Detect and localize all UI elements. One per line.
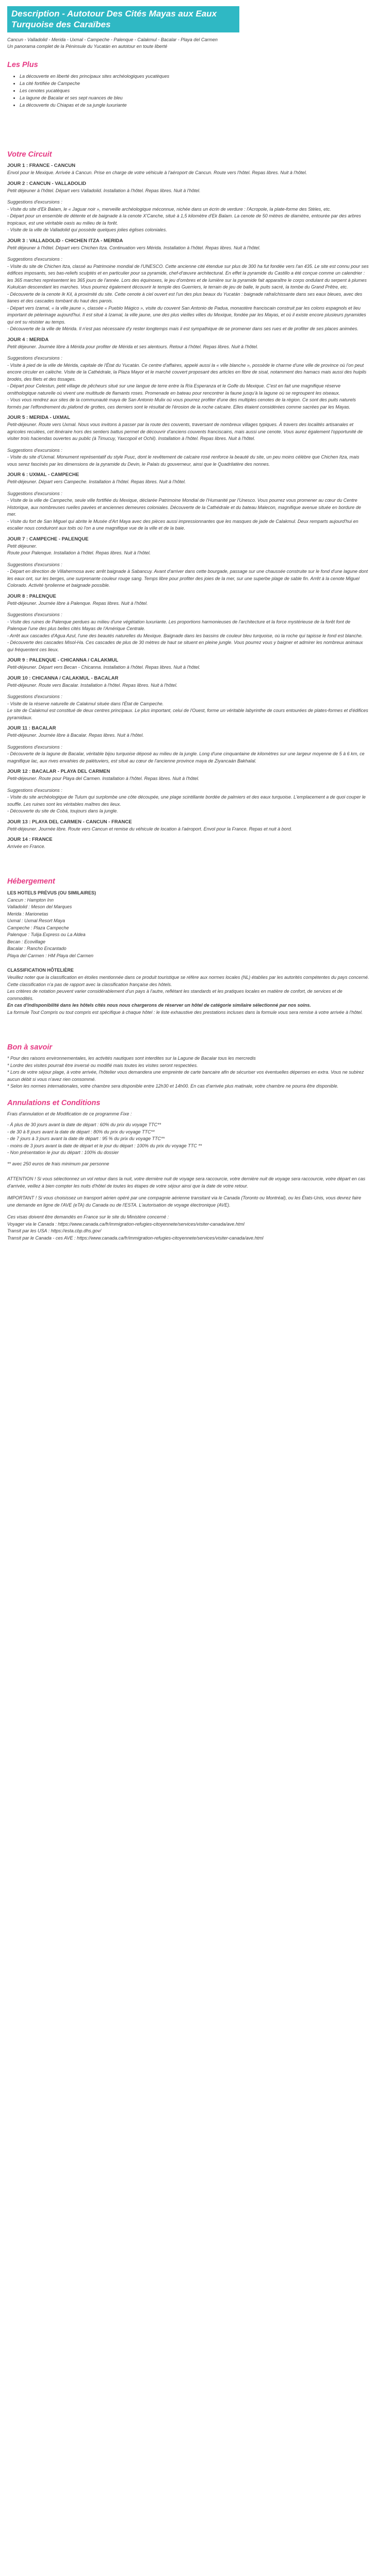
suggestion-item: - Découverte des cascades Misol-Ha. Ces cascades de plus de 30 mètres de haut se situent en pleine jungle. Vous pourrez vous y baigner et admirer les nombreux animaux qui fréquentent ces lieux.: [7, 640, 363, 652]
suggestion-item: - Découverte du site de Cobá, toujours dans la jungle.: [7, 808, 118, 814]
hotel-item: Campeche : Plaza Campeche: [7, 925, 69, 930]
savoir-paragraph: * Selon les normes internationales, votre chambre sera disponible entre 12h30 et 14h00. En cas d'arrivée plus matinale, votre chambre ne pourra être disponible.: [7, 1083, 339, 1089]
visa-link[interactable]: Transit par les USA : https://esta.cbp.dhs.gov/: [7, 1228, 102, 1233]
suggestion-item: - Visite de la ville de Campeche, seule ville fortifiée du Mexique, déclarée Patrimoine Mondial de l'Humanité par l'Unesco. Vous pourrez vous promener au cœur du Centre Historique, aux nombreuses ruelles pavées et anciennes demeures coloniales. Découverte de la Cathédrale et du bateau Malecon, magnifique avenue située en bordure de mer.: [7, 498, 361, 517]
day-text: Petit-déjeuner. Journée libre. Route vers Cancun et remise du véhicule de location à l'aéroport. Envol pour la France. Repas et nuit à bord.: [7, 826, 292, 832]
suggestions-title: Suggestions d'excursions :: [7, 490, 62, 496]
suggestion-item: - Départ vers Izamal, « la ville jaune », classée « Pueblo Mágico », visite du couvent San Antonio de Padua, monastère franciscain construit par les colons espagnols et lieu important de pèlerinage aujourd'hui. Il est situé à Izamal, la ville jaune, une des plus vieilles villes du Mexique, fondée par les Mayas, et où il existe encore plusieurs pyramides qui ont su résister au temps.: [7, 305, 366, 325]
annulation-item: - moins de 3 jours avant la date de départ et le jour du départ : 100% du prix du voyage TTC **: [7, 1143, 202, 1148]
suggestion-item: - Visite de la réserve naturelle de Calakmul située dans l'État de Campeche.: [7, 701, 164, 706]
plus-item: • Les cenotes yucatèques: [20, 87, 369, 94]
important-note: IMPORTANT ! Si vous choisissez un transport aérien opéré par une compagnie aérienne transitant via le Canada (Toronto ou Montréal), ou les États-Unis, vous devrez faire une demande en ligne de l'AVE (eTA) du Canada ou de l'ESTA. L'autorisation de voyage électronique (AVE).: [7, 1195, 362, 1208]
day-text: Petit-déjeuner. Journée libre à Bacalar. Repas libres. Nuit à l'hôtel.: [7, 733, 144, 738]
suggestion-item: - Visite à pied de la ville de Mérida, capitale de l'État du Yucatán. Ce centre d'affaires, appelé aussi la « ville blanche », possède le charme d'une ville de province où l'on peut encore circuler en calèche. Visite de la Cathédrale, la Plaza Mayor et le marché couvert proposant des articles en fibre de sisal, notamment des hamacs mais aussi des huipils brodés, des filets et des tissages.: [7, 362, 367, 382]
visa-link[interactable]: Transit par le Canada - ces AVE : https://www.canada.ca/fr/immigration-refugies-citoyennete/services/visiter-canada/ave.html: [7, 1235, 264, 1241]
day-text: Petit-déjeuner. Départ vers Becan - Chicanna. Installation à l'hôtel. Repas libres. Nuit à l'hôtel.: [7, 665, 201, 670]
suggestions-title: Suggestions d'excursions :: [7, 355, 62, 361]
annulation-list: [7, 1122, 369, 1157]
day-text: Petit déjeuner à l'hôtel. Départ vers Chichen Itza. Continuation vers Mérida. Installation à l'hôtel. Repas libres. Nuit à l'hôtel.: [7, 245, 260, 250]
classification-paragraph: En cas d'indisponibilité dans les hôtels cités nous nous chargerons de réserver un hôtel de catégorie similaire sélectionné par nos soins.: [7, 1003, 311, 1008]
hotel-item: Becan : Ecovillage: [7, 939, 46, 944]
hotel-item: Bacalar : Rancho Encantado: [7, 946, 67, 951]
day-title: JOUR 4 : MERIDA: [7, 336, 49, 343]
day-title: JOUR 6 : UXMAL - CAMPECHE: [7, 472, 79, 478]
day-text: Envol pour le Mexique. Arrivée à Cancun. Prise en charge de votre véhicule à l'aéroport de Cancun. Route vers l'hôtel. Repas libres. Nuit à l'hôtel.: [7, 170, 307, 175]
visa-intro: Ces visas doivent être demandés en France sur le site du Ministère concerné :: [7, 1214, 169, 1219]
day-block: [7, 657, 369, 671]
day-title: JOUR 1 : FRANCE - CANCUN: [7, 163, 75, 168]
plus-item: • La découverte en liberté des principaux sites archéologiques yucatèques: [20, 73, 369, 80]
annulation-item: - Non présentation le jour du départ : 100% du dossier: [7, 1150, 119, 1155]
classification-paragraph: Cette classification n'a pas de rapport avec la classification française des hôtels.: [7, 981, 172, 987]
day-block: [7, 819, 369, 833]
suggestions-title: Suggestions d'excursions :: [7, 694, 62, 699]
section-savoir-title: Bon à savoir: [7, 1043, 53, 1052]
day-text: Petit déjeuner. Route pour Palenque. Installation à l'hôtel. Repas libres. Nuit à l'hôtel.: [7, 543, 151, 555]
suggestion-item: - Découverte de la ville de Mérida. Il n'est pas nécessaire d'y rester longtemps mais il est sympathique de se promener dans ses rues et de profiter de ses places animées.: [7, 326, 359, 331]
savoir-paragraph: * Pour des raisons environnementales, les activités nautiques sont interdites sur la Lagune de Bacalar tous les mercredis: [7, 1056, 256, 1061]
day-text: Petit-déjeuner. Journée libre à Palenque. Repas libres. Nuit à l'hôtel.: [7, 600, 148, 606]
day-title: JOUR 3 : VALLADOLID - CHICHEN ITZA - MERIDA: [7, 238, 123, 244]
visa-link[interactable]: Voyager via le Canada : https://www.canada.ca/fr/immigration-refugies-citoyennete/services/visiter-canada/ave.html: [7, 1221, 245, 1227]
suggestion-item: - Départ pour Celestun, petit village de pêcheurs situé sur une langue de terre entre la Ría Esperanza et le Golfe du Mexique. C'est en fait une magnifique réserve ornithologique naturelle où vivent une multitude de flamants roses. Promenade en bateau pour rencontrer la faune jusqu'à la lagune où se regroupent les oiseaux.: [7, 383, 341, 396]
plus-item: • La lagune de Bacalar et ses sept nuances de bleu: [20, 94, 369, 101]
day-text: Arrivée en France.: [7, 844, 46, 849]
suggestion-item: Le site de Calakmul est constitué de deux centres principaux. Le plus important, celui de l'Ouest, forme un véritable labyrinthe de cours entourées de plates-formes et d'édifices pyramidaux.: [7, 708, 368, 720]
day-block: [7, 180, 369, 234]
classification-paragraph: La formule Tout Compris ou tout compris est spécifique à chaque hôtel : le liste exhaustive des prestations incluses dans la formule vous sera remise à votre arrivée à l'hôtel.: [7, 1009, 363, 1015]
suggestions-title: Suggestions d'excursions :: [7, 447, 62, 453]
page: [0, 0, 377, 1252]
day-block: [7, 238, 369, 333]
route-line: Cancun - Valladolid - Merida - Uxmal - Campeche - Palenque - Calakmul - Bacalar - Playa del Carmen: [7, 37, 218, 42]
day-title: JOUR 13 : PLAYA DEL CARMEN - CANCUN - FRANCE: [7, 819, 132, 825]
day-title: JOUR 12 : BACALAR - PLAYA DEL CARMEN: [7, 769, 110, 774]
subtitle: Un panorama complet de la Péninsule du Yucatán en autotour en toute liberté: [7, 44, 168, 49]
hotel-item: Cancun : Hampton Inn: [7, 897, 54, 903]
plus-item: • La cité fortifiée de Campeche: [20, 80, 369, 87]
suggestion-item: - Visite de la ville de Valladolid qui possède quelques jolies églises coloniales.: [7, 227, 167, 232]
hotel-item: Palenque : Tulija Express ou La Aldea: [7, 932, 86, 937]
hotel-list-title: LES HOTELS PRÉVUS (OU SIMILAIRES): [7, 890, 96, 895]
classification-text: [7, 974, 369, 1016]
day-block: [7, 593, 369, 654]
suggestion-item: - Découverte de la lagune de Bacalar, véritable bijou turquoise déposé au milieu de la jungle. Long d'une cinquantaine de kilomètres sur une largeur moyenne de 5 à 6 km, ce magnifique lac, aux rives envahies de palétuviers, est situé au cœur de l'ancienne province maya de Ziyancaán Bakhalal.: [7, 751, 365, 764]
classification-paragraph: Les critères de notation peuvent varier considérablement d'un pays à l'autre, reflétant les standards et les pratiques locales en matière de confort, de services et de commodités.: [7, 989, 343, 1001]
classification-title: CLASSIFICATION HÔTELIÈRE: [7, 968, 74, 973]
day-block: [7, 768, 369, 815]
section-circuit-title: Votre Circuit: [7, 150, 52, 159]
suggestion-item: - Départ pour un ensemble de détente et de baignade à la cenote X'Canche, situé à 1,5 kilomètre d'Ek Balam. La cenote de 50 mètres de diamètre, entourée par des arbres tropicaux, est une véritable oasis au milieu de la forêt.: [7, 213, 361, 226]
section-hebergement-title: Hébergement: [7, 877, 55, 886]
day-block: [7, 162, 369, 177]
hotel-item: Uxmal : Uxmal Resort Maya: [7, 918, 66, 923]
suggestion-item: - Départ en direction de Villahermosa avec arrêt baignade à Sabancuy. Avant d'arriver dans cette bourgade, passage sur une chaussée construite sur le fond d'une lagune dont les eaux ont, sur les berges, une surprenante couleur rouge sang. Temps libre pour profiter des joies de la mer, sur une superbe plage de sable fin. Arrêt à la cenote Miguel Colorado. Activité tyrolienne et baignade possible.: [7, 569, 368, 588]
hotel-item: Playa del Carmen : HM Playa del Carmen: [7, 953, 94, 958]
suggestion-item: - Visite du site archéologique de Tulum qui surplombe une côte découpée, une plage scintillante bordée de palmiers et des eaux turquoise. L'emplacement a de quoi couper le souffle. Les ruines sont les véritables maîtres des lieux.: [7, 794, 366, 807]
day-text: Petit-déjeuner. Départ vers Campeche. Installation à l'hôtel. Repas libres. Nuit à l'hôtel.: [7, 479, 186, 484]
annulation-intro: Frais d'annulation et de Modification de ce programme Fixe :: [7, 1111, 132, 1116]
annulation-item: - de 7 jours à 3 jours avant la date de départ : 95 % du prix du voyage TTC**: [7, 1136, 165, 1141]
hotel-item: Valladolid : Meson del Marques: [7, 904, 72, 909]
day-title: JOUR 10 : CHICANNA / CALAKMUL - BACALAR: [7, 675, 119, 681]
suggestions-title: Suggestions d'excursions :: [7, 744, 62, 750]
day-title: JOUR 5 : MERIDA - UXMAL: [7, 415, 71, 420]
plus-item: • La découverte du Chiapas et de sa jungle luxuriante: [20, 101, 369, 109]
suggestions-title: Suggestions d'excursions :: [7, 199, 62, 205]
day-text: Petit-déjeuner. Route vers Bacalar. Installation à l'hôtel. Repas libres. Nuit à l'hôtel.: [7, 682, 177, 688]
suggestion-item: - Découverte de la cenote Ik Kil, à proximité du site. Cette cenote à ciel ouvert est l'un des plus beaux du Yucatán : baignade rafraîchissante dans ses eaux bleues, avec des lianes et des cascades tombant du haut des parois.: [7, 291, 363, 303]
itinerary: [7, 162, 369, 851]
visa-links: [7, 1221, 369, 1242]
day-title: JOUR 14 : FRANCE: [7, 837, 53, 842]
day-text: Petit déjeuner. Journée libre à Mérida pour profiter de Mérida et ses alentours. Retour à l'hôtel. Repas libres. Nuit à l'hôtel.: [7, 344, 258, 349]
day-title: JOUR 8 : PALENQUE: [7, 593, 56, 599]
attention-note: ATTENTION ! Si vous sélectionnez un vol retour dans la nuit, votre dernière nuit de voyage sera raccourcie, votre dernière nuit de voyage sera raccourcie, votre départ en cas d'arrivée, veillez à bien compter les nuits d'hôtel de toutes les étapes de votre séjour ainsi que la date de votre retour.: [7, 1176, 366, 1189]
annulation-item: - de 30 à 8 jours avant la date de départ : 80% du prix du voyage TTC**: [7, 1129, 155, 1134]
day-block: [7, 836, 369, 851]
annulation-footnote: ** avec 250 euros de frais minimum par personne: [7, 1161, 109, 1166]
day-title: JOUR 9 : PALENQUE - CHICANNA / CALAKMUL: [7, 657, 119, 663]
page-title: Description - Autotour Des Cités Mayas aux Eaux Turquoise des Caraïbes: [7, 6, 239, 32]
suggestion-item: - Arrêt aux cascades d'Agua Azul, l'une des beautés naturelles du Mexique. Baignade dans les bassins de couleur bleu turquoise, où la roche qui tapisse le fond est blanche.: [7, 633, 363, 638]
section-annulation-title: Annulations et Conditions: [7, 1098, 101, 1107]
day-block: [7, 536, 369, 589]
suggestions-title: Suggestions d'excursions :: [7, 787, 62, 793]
hotel-list: [7, 897, 369, 960]
suggestion-item: - Visite du site d'Ek Balam, le « Jaguar noir », merveille archéologique méconnue, nichée dans un écrin de verdure : l'Acropole, la plate-forme des Stèles, etc.: [7, 206, 331, 212]
annulation-item: - À plus de 30 jours avant la date de départ : 60% du prix du voyage TTC**: [7, 1122, 161, 1127]
day-text: Petit-déjeuner. Route pour Playa del Carmen. Installation à l'hôtel. Repas libres. Nuit à l'hôtel.: [7, 776, 200, 781]
suggestion-item: - Visite du site de Chichen Itza, classé au Patrimoine mondial de l'UNESCO. Cette ancienne cité étendue sur plus de 300 ha fut fondée vers l'an 435. Le site est connu pour ses édifices imposants, ses bas-reliefs sculptés et en particulier pour sa pyramide, chef-d'œuvre architectural. En effet la pyramide du Castillo a été conçue comme un calendrier : les 365 marches représentent les 365 jours de l'année. Lors des équinoxes, le jeu d'ombres et de lumière sur la pyramide fait apparaître le corps ondulant du serpent à plumes Kukulcan descendant les marches. Vous pourrez également découvrir le temple des Guerriers, le terrain de jeu de balle, le puits sacré, la tombe du Grand Prêtre, etc.: [7, 263, 369, 290]
classification-paragraph: Veuillez noter que la classification en étoiles mentionnée dans ce produit touristique se réfère aux normes locales (NL) établies par les autorités compétentes du pays concerné.: [7, 975, 369, 980]
suggestion-item: - Visite du fort de San Miguel qui abrite le Musée d'Art Maya avec des pièces aussi impressionnantes que les masques de jade de Calakmul. Deux remparts aujourd'hui en escalier nous conduiront aux toits où l'on a une magnifique vue de la ville et de la baie.: [7, 518, 359, 531]
day-title: JOUR 2 : CANCUN - VALLADOLID: [7, 180, 86, 187]
savoir-text: [7, 1055, 369, 1090]
day-text: Petit-déjeuner. Route vers Uxmal. Nous vous invitons à passer par la route des couvents, traversant de nombreux villages typiques. À travers des localités artisanales et agricoles reculées, cet itinéraire hors des sentiers battus permet de découvrir d'anciens couvents franciscains, mais aussi une cenote. Vous aurez également l'opportunité de visiter trois haciendas ouvertes au public (à Timucuy, Yaxcopoil et Ochil). Installation à l'hôtel. Repas libres. Nuit à l'hôtel.: [7, 422, 363, 441]
suggestions-title: Suggestions d'excursions :: [7, 612, 62, 617]
suggestion-item: - Visite du site d'Uxmal. Monument représentatif du style Puuc, dont le revêtement de calcaire rosé renforce la beauté du site, un peu moins célèbre que Chichen Itza, mais vous serez fascinés par les dimensions de la pyramide du Devin, le Palais du gouverneur, ainsi que le Quadrilatère des nonnes.: [7, 454, 360, 467]
suggestion-item: - Visite des ruines de Palenque perdues au milieu d'une végétation luxuriante. Les proportions harmonieuses de l'architecture et la force mystérieuse de la forêt font de Palenque l'une des plus belles cités Mayas de l'Amérique Centrale.: [7, 619, 351, 631]
suggestion-item: - Vous vous rendrez aux sites de la communauté maya de San Antonio Mulix où vous pourrez profiter d'une des multiples cenotes de la région. Ce sont des puits naturels formés par l'effondrement du plafond de grottes, ces derniers sont le résultat de l'érosion de la roche calcaire. Elles étaient considérées comme sacrées par les Mayas.: [7, 397, 356, 410]
day-title: JOUR 11 : BACALAR: [7, 725, 56, 731]
day-block: [7, 725, 369, 765]
hotel-item: Merida : Marionetas: [7, 911, 48, 917]
suggestions-title: Suggestions d'excursions :: [7, 562, 62, 567]
savoir-paragraph: * Lors de votre séjour plage, à votre arrivée, l'hôtelier vous demandera une empreinte de carte bancaire afin de sécuriser vos éventuelles dépenses en extra. Vous ne subirez aucun débit si vous n'avez rien consommé.: [7, 1070, 364, 1082]
section-plus-title: Les Plus: [7, 61, 38, 69]
day-block: [7, 414, 369, 468]
day-block: [7, 336, 369, 411]
day-text: Petit déjeuner à l'hôtel. Départ vers Valladolid. Installation à l'hôtel. Repas libres. Nuit à l'hôtel.: [7, 188, 201, 193]
day-block: [7, 675, 369, 722]
suggestions-title: Suggestions d'excursions :: [7, 257, 62, 262]
savoir-paragraph: * Lordre des visites pourrait être inversé ou modifié mais toutes les visites seront respectées.: [7, 1062, 198, 1068]
day-title: JOUR 7 : CAMPECHE - PALENQUE: [7, 536, 89, 542]
plus-list: [7, 73, 369, 109]
day-block: [7, 471, 369, 532]
